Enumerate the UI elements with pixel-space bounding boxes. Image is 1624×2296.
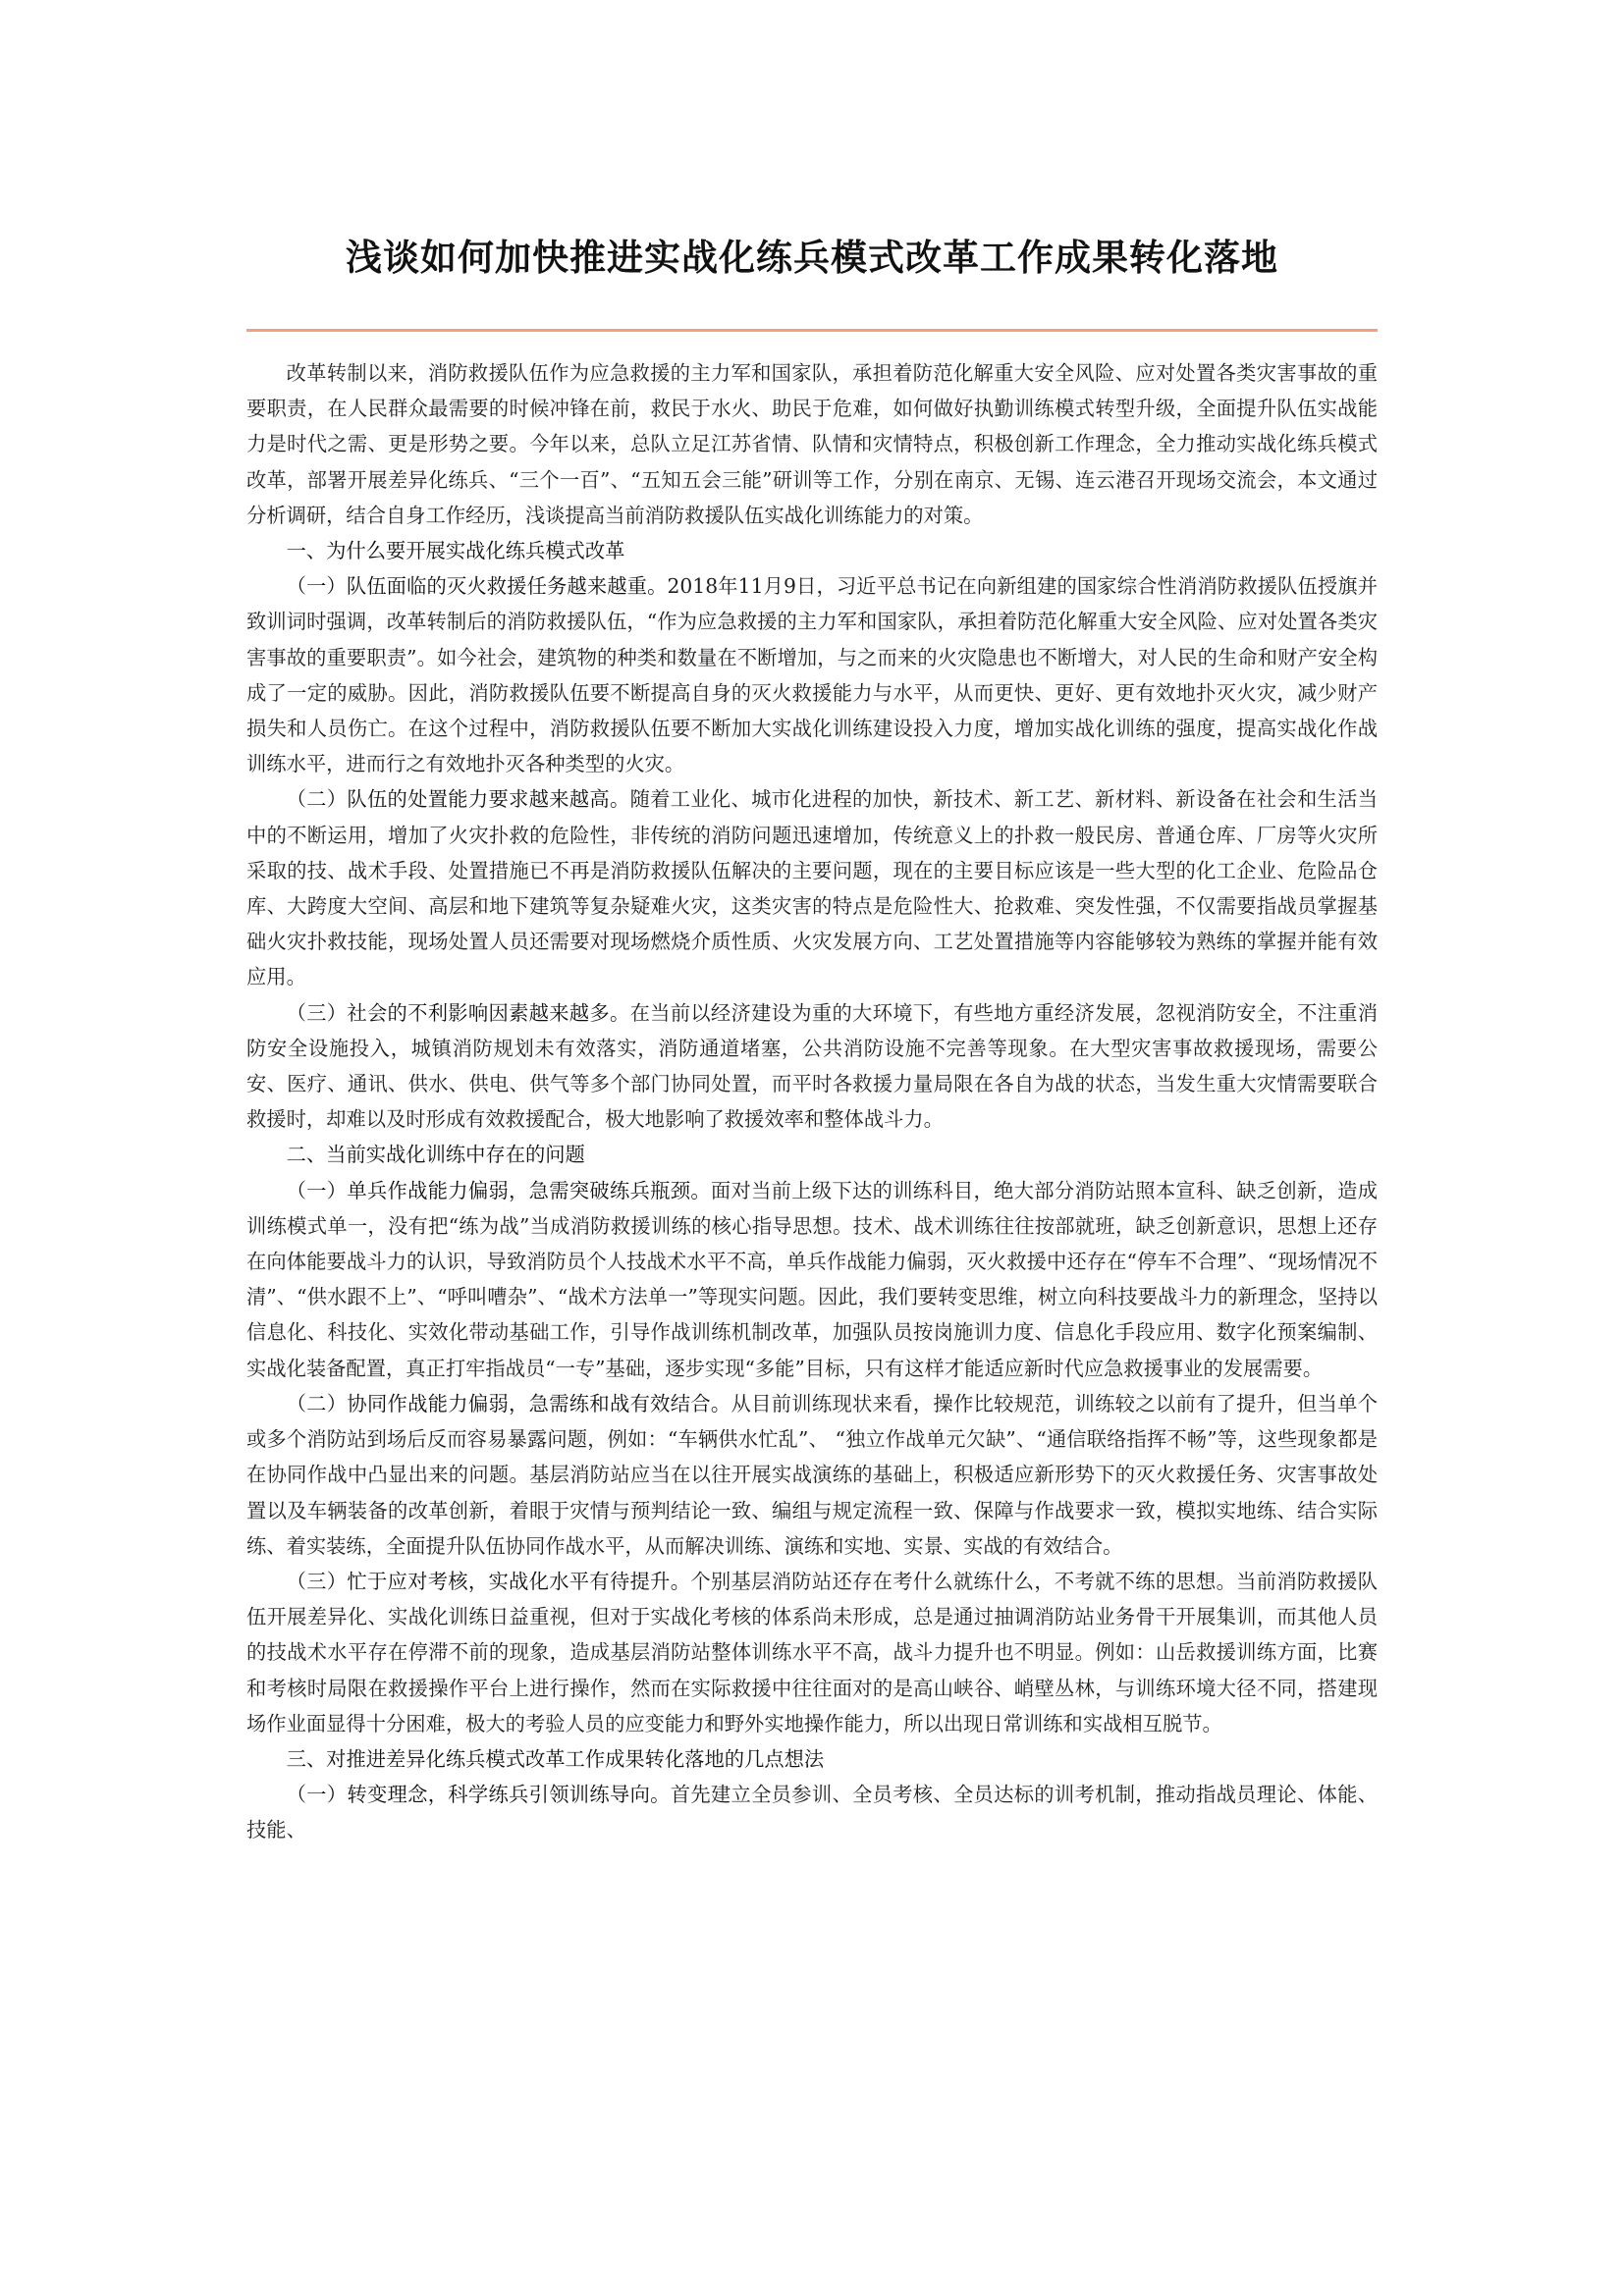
section-heading-3: 三、对推进差异化练兵模式改革工作成果转化落地的几点想法 <box>286 1746 825 1771</box>
paragraph-text: 随着工业化、城市化进程的加快，新技术、新工艺、新材料、新设备在社会和生活当中的不断运用，增加了火灾扑救的危险性，非传统的消防问题迅速增加，传统意义上的扑救一般民房、普通仓库、厂房等火灾所采取的技、战术手段、处置措施已不再是消防救援队伍解决的主要问题，现在的主要目标应该是一些大型的化工企业、危险品仓库、大跨度大空间、高层和地下建筑等复杂疑难火灾，这类灾害的特点是危险性大、抢救难、突发性强，不仅需要指战员掌握基础火灾扑救技能，现场处置人员还需要对现场燃烧介质性质、火灾发展方向、工艺处置措施等内容能够较为熟练的掌握并能有效应用。 <box>246 787 1378 989</box>
intro-paragraph: 改革转制以来，消防救援队伍作为应急救援的主力军和国家队，承担着防范化解重大安全风险、应对处置各类灾害事故的重要职责，在人民群众最需要的时候冲锋在前，救民于水火、助民于危难，如何做好执勤训练模式转型升级，全面提升队伍实战能力是时代之需、更是形势之要。今年以来，总队立足江苏省情、队情和灾情特点，积极创新工作理念，全力推动实战化练兵模式改革，部署开展差异化练兵、“三个一百”、“五知五会三能”研训等工作，分别在南京、无锡、连云港召开现场交流会，本文通过分析调研，结合自身工作经历，浅谈提高当前消防救援队伍实战化训练能力的对策。 <box>246 361 1378 527</box>
subheading: （二）协同作战能力偏弱，急需练和战有效结合。 <box>286 1391 731 1415</box>
paragraph-text: 2018年11月9日，习近平总书记在向新组建的国家综合性消消防救援队伍授旗并致训词时强调，改革转制后的消防救援队伍，“作为应急救援的主力军和国家队，承担着防范化解重大安全风险、应对处置各类灾害事故的重要职责”。如今社会，建筑物的种类和数量在不断增加，与之而来的火灾隐患也不断增大，对人民的生命和财产安全构成了一定的威胁。因此，消防救援队伍要不断提高自身的灭火救援能力与水平，从而更快、更好、更有效地扑灭火灾，减少财产损失和人员伤亡。在这个过程中，消防救援队伍要不断加大实战化训练建设投入力度，增加实战化训练的强度，提高实战化作战训练水平，进而行之有效地扑灭各种类型的火灾。 <box>246 574 1378 776</box>
document-title: 浅谈如何加快推进实战化练兵模式改革工作成果转化落地 <box>346 236 1278 279</box>
section2-paragraph-1 <box>246 1173 1378 1386</box>
paragraph-text: 个别基层消防站还存在考什么就练什么，不考就不练的思想。当前消防救援队伍开展差异化、实战化训练日益重视，但对于实战化考核的体系尚未形成，总是通过抽调消防站业务骨干开展集训，而其他人员的技战术水平存在停滞不前的现象，造成基层消防站整体训练水平不高，战斗力提升也不明显。例如：山岳救援训练方面，比赛和考核时局限在救援操作平台上进行操作，然而在实际救援中往往面对的是高山峡谷、峭壁丛林，与训练环境大径不同，搭建现场作业面显得十分困难，极大的考验人员的应变能力和野外实地操作能力，所以出现日常训练和实战相互脱节。 <box>246 1569 1378 1735</box>
section2-paragraph-3 <box>246 1564 1378 1741</box>
subheading: （二）队伍的处置能力要求越来越高。 <box>286 787 630 812</box>
section-heading-1: 一、为什么要开展实战化练兵模式改革 <box>286 539 625 563</box>
subheading: （一）转变理念，科学练兵引领训练导向。 <box>286 1783 671 1807</box>
section-heading-2: 二、当前实战化训练中存在的问题 <box>286 1143 585 1167</box>
document-body <box>246 355 1378 1848</box>
section2-paragraph-2 <box>246 1386 1378 1564</box>
subheading: （三）社会的不利影响因素越来越多。 <box>286 1000 630 1025</box>
section1-paragraph-1 <box>246 568 1378 781</box>
section1-paragraph-3 <box>246 995 1378 1138</box>
paragraph-text: 首先建立全员参训、全员考核、全员达标的训考机制，推动指战员理论、体能、技能、 <box>246 1783 1378 1842</box>
section1-paragraph-2 <box>246 781 1378 994</box>
subheading: （一）单兵作战能力偏弱，急需突破练兵瓶颈。 <box>286 1178 711 1202</box>
title-divider <box>246 329 1378 332</box>
subheading: （三）忙于应对考核，实战化水平有待提升。 <box>286 1569 691 1593</box>
paragraph-text: 从目前训练现状来看，操作比较规范，训练较之以前有了提升，但当单个或多个消防站到场后反而容易暴露问题，例如：“车辆供水忙乱”、 “独立作战单元欠缺”、“通信联络指挥不畅”等，这些现象都是在协同作战中凸显出来的问题。基层消防站应当在以往开展实战演练的基础上，积极适应新形势下的灭火救援任务、灾害事故处置以及车辆装备的改革创新，着眼于灾情与预判结论一致、编组与规定流程一致、保障与作战要求一致，模拟实地练、结合实际练、着实装练，全面提升队伍协同作战水平，从而解决训练、演练和实地、实景、实战的有效结合。 <box>246 1391 1378 1558</box>
section3-paragraph-1 <box>246 1777 1378 1847</box>
paragraph-text: 面对当前上级下达的训练科目，绝大部分消防站照本宣科、缺乏创新，造成训练模式单一，没有把“练为战”当成消防救援训练的核心指导思想。技术、战术训练往往按部就班，缺乏创新意识，思想上还存在向体能要战斗力的认识，导致消防员个人技战术水平不高，单兵作战能力偏弱，灭火救援中还存在“停车不合理”、“现场情况不清”、“供水跟不上”、“呼叫嘈杂”、“战术方法单一”等现实问题。因此，我们要转变思维，树立向科技要战斗力的新理念，坚持以信息化、科技化、实效化带动基础工作，引导作战训练机制改革，加强队员按岗施训力度、信息化手段应用、数字化预案编制、实战化装备配置，真正打牢指战员“一专”基础，逐步实现“多能”目标，只有这样才能适应新时代应急救援事业的发展需要。 <box>246 1178 1378 1380</box>
subheading: （一）队伍面临的灭火救援任务越来越重。 <box>286 574 668 599</box>
paragraph-text: 在当前以经济建设为重的大环境下，有些地方重经济发展，忽视消防安全，不注重消防安全设施投入，城镇消防规划未有效落实，消防通道堵塞，公共消防设施不完善等现象。在大型灾害事故救援现场，需要公安、医疗、通讯、供水、供电、供气等多个部门协同处置，而平时各救援力量局限在各自为战的状态，当发生重大灾情需要联合救援时，却难以及时形成有效救援配合，极大地影响了救援效率和整体战斗力。 <box>246 1000 1378 1132</box>
